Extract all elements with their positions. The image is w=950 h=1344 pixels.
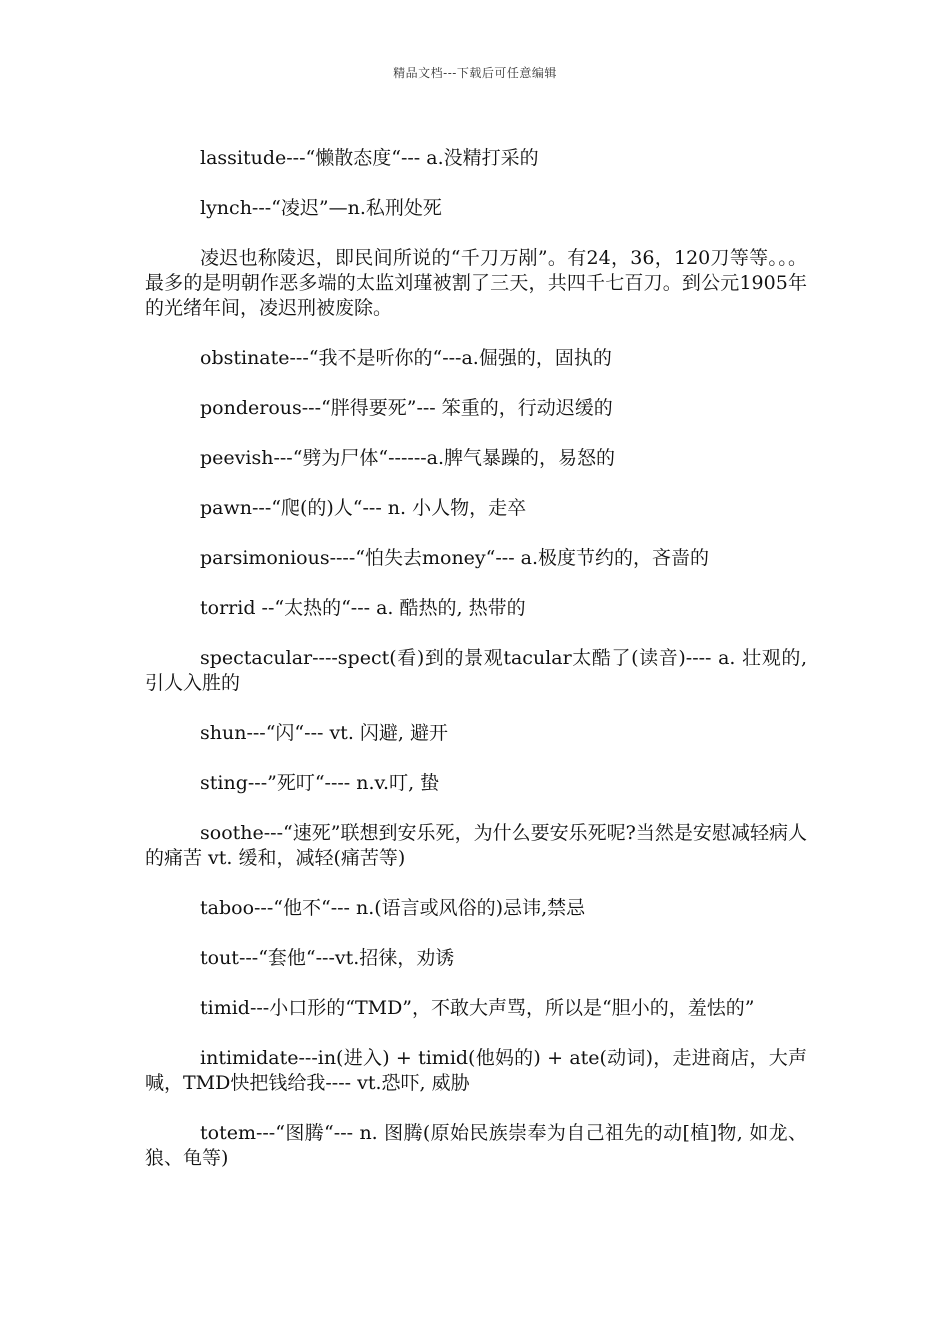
entry-lynch: lynch---“凌迟”—n.私刑处死 bbox=[200, 197, 442, 219]
entry-spectacular: spectacular----spect(看)到的景观tacular太酷了(读音)---- a. 壮观的, 引人入胜的 bbox=[145, 647, 807, 694]
entry-sting: sting---”死叮“---- n.v.叮, 蛰 bbox=[200, 772, 440, 794]
document-body bbox=[145, 146, 807, 1171]
entry-ponderous: ponderous---“胖得要死”--- 笨重的，行动迟缓的 bbox=[200, 397, 613, 419]
entry-obstinate: obstinate---“我不是听你的“---a.倔强的，固执的 bbox=[200, 347, 612, 369]
entry-lassitude: lassitude---“懒散态度“--- a.没精打采的 bbox=[200, 147, 539, 169]
entry-torrid: torrid --“太热的“--- a. 酷热的, 热带的 bbox=[200, 597, 526, 619]
entry-totem: totem---“图腾“--- n. 图腾(原始民族崇奉为自己祖先的动[植]物, 如龙、狼、龟等) bbox=[145, 1122, 807, 1169]
entry-timid: timid---小口形的“TMD”，不敢大声骂，所以是“胆小的，羞怯的” bbox=[200, 997, 755, 1019]
entry-lingchi-note: 凌迟也称陵迟，即民间所说的“千刀万剐”。有24，36，120刀等等。。。最多的是明朝作恶多端的太监刘瑾被割了三天，共四千七百刀。到公元1905年的光绪年间，凌迟刑被废除。 bbox=[145, 247, 807, 319]
entry-taboo: taboo---“他不“--- n.(语言或风俗的)忌讳,禁忌 bbox=[200, 897, 586, 919]
page-header: 精品文档---下载后可任意编辑 bbox=[393, 66, 557, 80]
entry-tout: tout---“套他“---vt.招徕，劝诱 bbox=[200, 947, 455, 969]
entry-pawn: pawn---“爬(的)人“--- n. 小人物，走卒 bbox=[200, 497, 527, 519]
entry-soothe: soothe---“速死”联想到安乐死，为什么要安乐死呢?当然是安慰减轻病人的痛苦 vt. 缓和，减轻(痛苦等) bbox=[145, 822, 807, 869]
entry-shun: shun---“闪“--- vt. 闪避, 避开 bbox=[200, 722, 448, 744]
entry-intimidate: intimidate---in(进入) + timid(他妈的) + ate(动词)，走进商店，大声喊，TMD快把钱给我---- vt.恐吓, 威胁 bbox=[145, 1047, 807, 1094]
entry-parsimonious: parsimonious----“怕失去money“--- a.极度节约的，吝啬的 bbox=[200, 547, 710, 569]
entry-peevish: peevish---“劈为尸体“------a.脾气暴躁的，易怒的 bbox=[200, 447, 616, 469]
